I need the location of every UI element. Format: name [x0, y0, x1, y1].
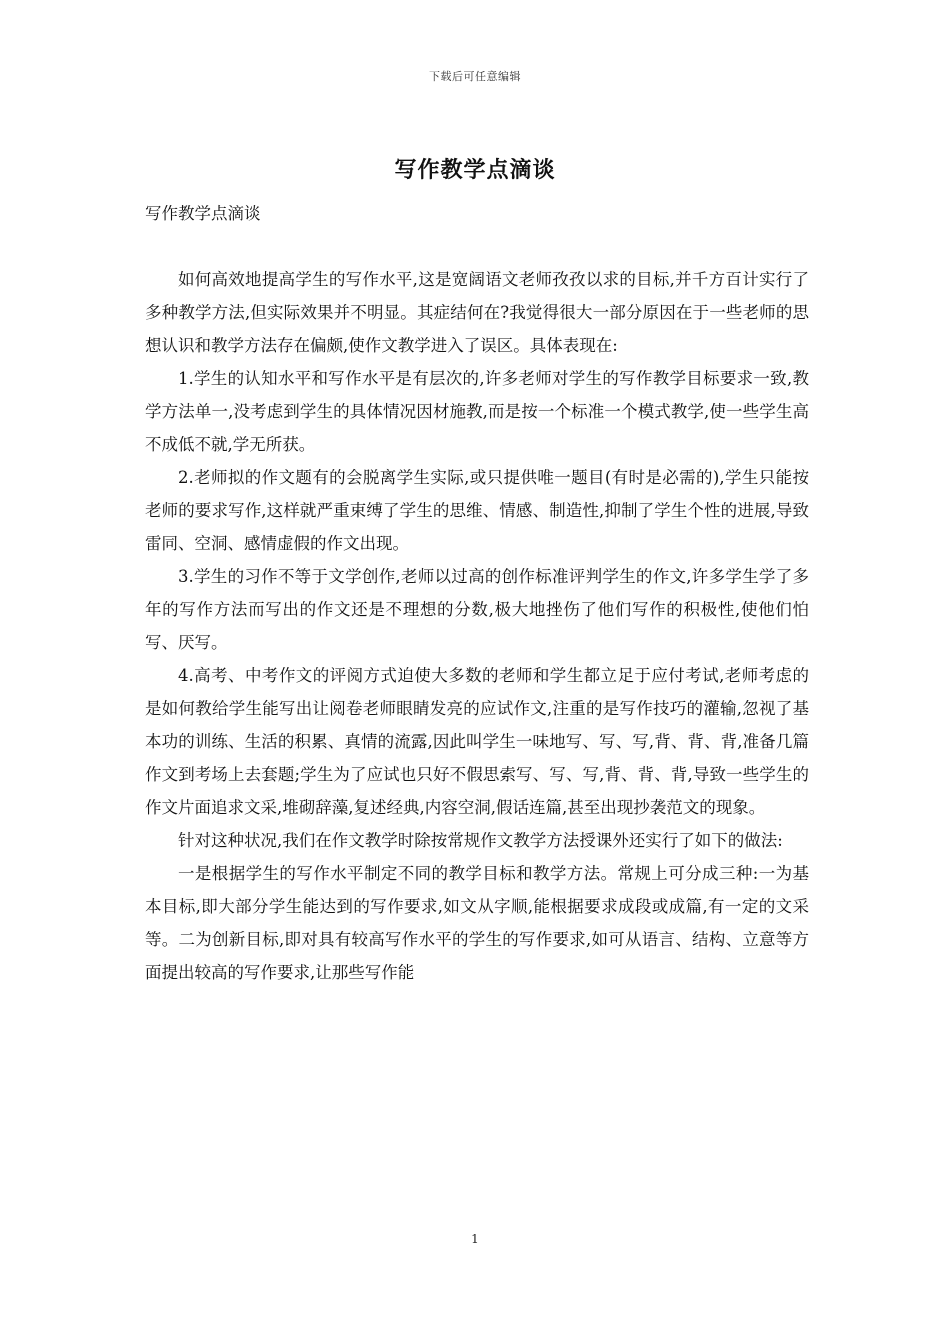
page-number: 1: [471, 1232, 479, 1246]
document-subtitle: 写作教学点滴谈: [145, 204, 261, 223]
header-note: 下载后可任意编辑: [429, 70, 521, 83]
paragraph-point-3: 3.学生的习作不等于文学创作,老师以过高的创作标准评判学生的作文,许多学生学了多年的写作方法而写出的作文还是不理想的分数,极大地挫伤了他们写作的积极性,使他们怕写、厌写。: [145, 567, 809, 652]
paragraph-method-1: 一是根据学生的写作水平制定不同的教学目标和教学方法。常规上可分成三种:一为基本目标,即大部分学生能达到的写作要求,如文从字顺,能根据要求成段或成篇,有一定的文采等。二为创新目标,即对具有较高写作水平的学生的写作要求,如可从语言、结构、立意等方面提出较高的写作要求,让那些写作能: [145, 864, 809, 982]
document-body: [145, 197, 809, 989]
paragraph-point-1: 1.学生的认知水平和写作水平是有层次的,许多老师对学生的写作教学目标要求一致,教学方法单一,没考虑到学生的具体情况因材施教,而是按一个标准一个模式教学,使一些学生高不成低不就,学无所获。: [145, 369, 809, 454]
document-title: 写作教学点滴谈: [394, 157, 556, 183]
paragraph-intro: 如何高效地提高学生的写作水平,这是宽阔语文老师孜孜以求的目标,并千方百计实行了多种教学方法,但实际效果并不明显。其症结何在?我觉得很大一部分原因在于一些老师的思想认识和教学方法存在偏颇,使作文教学进入了误区。具体表现在:: [145, 270, 809, 355]
paragraph-transition: 针对这种状况,我们在作文教学时除按常规作文教学方法授课外还实行了如下的做法:: [178, 831, 783, 850]
paragraph-point-4: 4.高考、中考作文的评阅方式迫使大多数的老师和学生都立足于应付考试,老师考虑的是如何教给学生能写出让阅卷老师眼睛发亮的应试作文,注重的是写作技巧的灌输,忽视了基本功的训练、生活的积累、真情的流露,因此叫学生一味地写、写、写,背、背、背,准备几篇作文到考场上去套题;学生为了应试也只好不假思索写、写、写,背、背、背,导致一些学生的作文片面追求文采,堆砌辞藻,复述经典,内容空洞,假话连篇,甚至出现抄袭范文的现象。: [145, 666, 809, 817]
paragraph-point-2: 2.老师拟的作文题有的会脱离学生实际,或只提供唯一题目(有时是必需的),学生只能按老师的要求写作,这样就严重束缚了学生的思维、情感、制造性,抑制了学生个性的进展,导致雷同、空洞、感情虚假的作文出现。: [145, 468, 809, 553]
